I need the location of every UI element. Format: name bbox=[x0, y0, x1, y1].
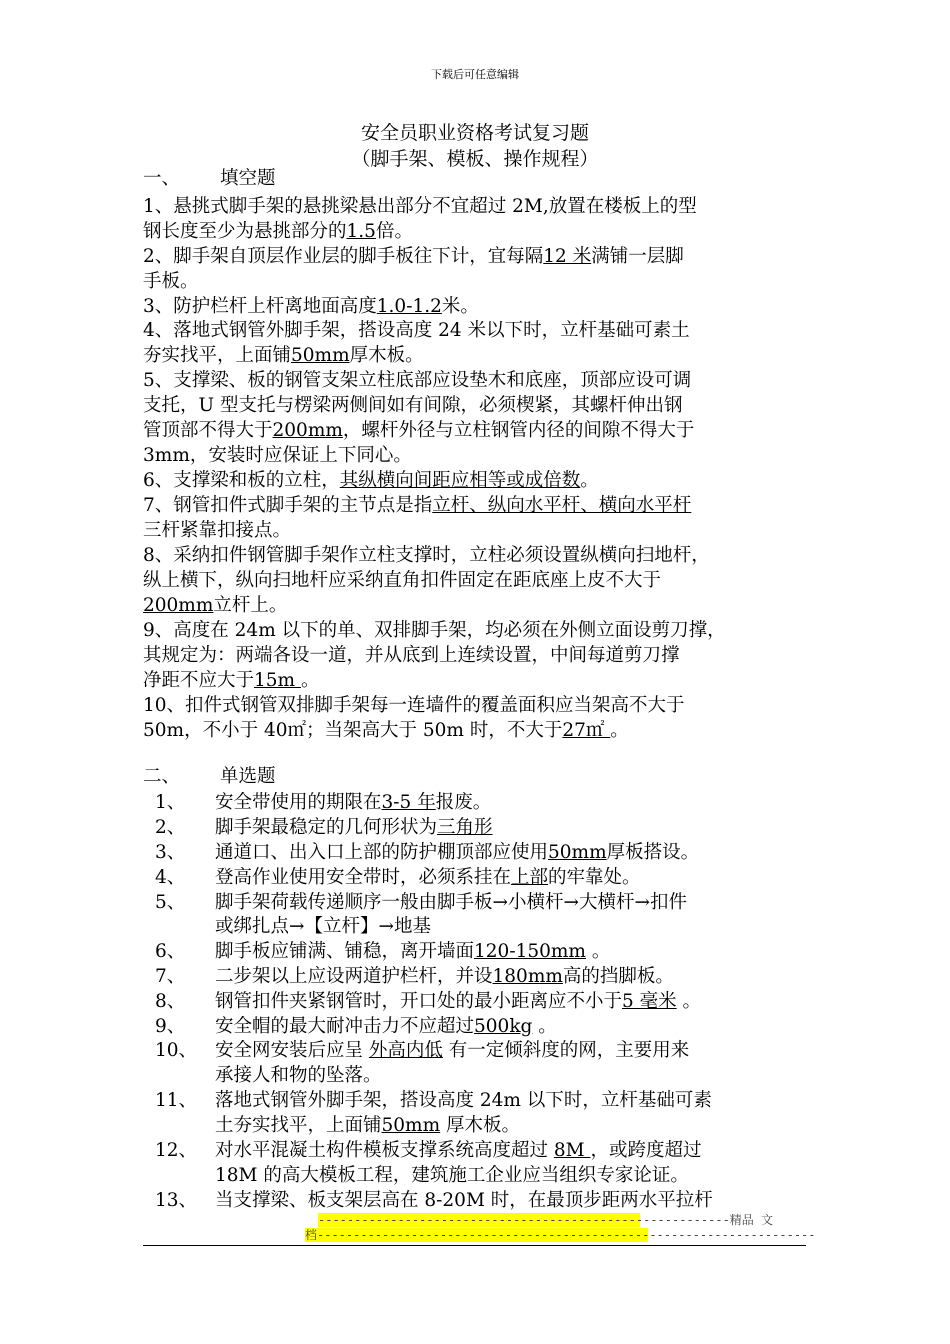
fill-text: 5、支撑梁、板的钢管支架立柱底部应设垫木和底座，顶部应设可调 bbox=[143, 370, 692, 391]
question-line bbox=[215, 1088, 712, 1114]
question-text-after: 高的挡脚板。 bbox=[562, 966, 674, 987]
question-number: 7、 bbox=[155, 966, 186, 987]
fill-text: 其规定为：两端各设一道，并从底到上连续设置，中间每道剪刀撑 bbox=[143, 645, 680, 666]
section-label: 填空题 bbox=[220, 168, 276, 189]
question-text: 二步架以上应设两道护栏杆，并设 bbox=[215, 966, 493, 987]
fill-text: 手板。 bbox=[143, 271, 199, 292]
question-answer: 三角形 bbox=[437, 817, 493, 838]
question-number: 10、 bbox=[155, 1040, 198, 1061]
question-answer: 50mm bbox=[548, 842, 607, 863]
fill-text: 管顶部不得大于 bbox=[143, 420, 273, 441]
fill-line bbox=[143, 518, 291, 544]
footer-dashes-2: 档--------------------------------------------------------------------- bbox=[305, 1228, 816, 1242]
fill-text-after: 。 bbox=[580, 470, 599, 491]
question-answer: 120-150mm bbox=[474, 941, 586, 962]
fill-line bbox=[143, 219, 413, 245]
question-number: 2、 bbox=[155, 817, 186, 838]
fill-line bbox=[143, 668, 320, 694]
section-fill-heading bbox=[143, 166, 276, 192]
question-text: 安全带使用的期限在 bbox=[215, 792, 382, 813]
question-text: 通道口、出入口上部的防护棚顶部应使用 bbox=[215, 842, 549, 863]
fill-answer: 15m bbox=[254, 670, 301, 691]
fill-line bbox=[143, 493, 691, 519]
question-text-after: ，或跨度超过 bbox=[590, 1140, 702, 1161]
fill-text: 10、扣件式钢管双排脚手架每一连墙件的覆盖面积应当架高不大于 bbox=[143, 695, 685, 716]
question-text-after: 。 bbox=[676, 991, 702, 1012]
question-number: 12、 bbox=[155, 1140, 198, 1161]
fill-text-after: 厚木板。 bbox=[349, 345, 424, 366]
question-line bbox=[215, 790, 491, 816]
fill-line bbox=[143, 269, 199, 295]
question-answer: 8M bbox=[553, 1140, 591, 1161]
fill-line bbox=[143, 543, 710, 569]
fill-text: 7、钢管扣件式脚手架的主节点是指 bbox=[143, 495, 433, 516]
fill-answer: 12 米 bbox=[543, 246, 592, 267]
fill-text: 纵上横下，纵向扫地杆应采纳直角扣件固定在距底座上皮不大于 bbox=[143, 570, 662, 591]
question-text: 土夯实找平，上面铺 bbox=[215, 1115, 382, 1136]
question-text-after: 。 bbox=[585, 941, 611, 962]
question-answer: 500kg bbox=[474, 1016, 533, 1037]
question-text: 脚手架最稳定的几何形状为 bbox=[215, 817, 438, 838]
question-text: 安全帽的最大耐冲击力不应超过 bbox=[215, 1016, 475, 1037]
fill-text: 6、支撑梁和板的立柱， bbox=[143, 470, 340, 491]
fill-line bbox=[143, 568, 661, 594]
fill-text-after: 满铺一层脚 bbox=[591, 246, 684, 267]
fill-text: 钢长度至少为悬挑部分的 bbox=[143, 221, 347, 242]
document-subtitle: （脚手架、模板、操作规程） bbox=[351, 148, 599, 170]
question-line bbox=[215, 914, 431, 940]
fill-answer: 立杆、纵向水平杆、横向水平杆 bbox=[432, 495, 692, 516]
question-text-after: 厚板搭设。 bbox=[606, 842, 700, 863]
section-number: 二、 bbox=[143, 766, 181, 787]
question-line bbox=[215, 815, 493, 841]
question-line bbox=[215, 1138, 702, 1164]
question-text: 当支撑梁、板支架层高在 8-20M 时，在最顶步距两水平拉杆 bbox=[215, 1190, 713, 1211]
fill-line bbox=[143, 393, 682, 419]
fill-answer: 1.0-1.2 bbox=[376, 296, 442, 317]
fill-answer: 200mm bbox=[143, 595, 214, 616]
question-number: 9、 bbox=[155, 1016, 186, 1037]
question-text: 钢管扣件夹紧钢管时，开口处的最小距离应不小于 bbox=[215, 991, 623, 1012]
section-single-heading bbox=[143, 764, 276, 790]
fill-line bbox=[143, 618, 726, 644]
question-answer: 50mm bbox=[381, 1115, 441, 1136]
question-number: 5、 bbox=[155, 892, 186, 913]
fill-line bbox=[143, 718, 629, 744]
fill-text-after: 米。 bbox=[441, 296, 479, 317]
question-answer: 180mm bbox=[492, 966, 563, 987]
question-line bbox=[215, 1163, 689, 1189]
question-line bbox=[215, 1038, 689, 1064]
fill-text: 支托，U 型支托与楞梁两侧间如有间隙，必须楔紧，其螺杆伸出钢 bbox=[143, 395, 683, 416]
fill-text-after: 。 bbox=[300, 670, 320, 691]
fill-line bbox=[143, 244, 684, 270]
question-text-after: 报废。 bbox=[435, 792, 492, 813]
footer-dashes-1: ---------------------------------------------------------精品 文 bbox=[318, 1213, 774, 1227]
question-number: 11、 bbox=[155, 1090, 198, 1111]
fill-text: 50m，不小于 40㎡；当架高大于 50m 时，不大于 bbox=[143, 720, 563, 741]
section-label: 单选题 bbox=[220, 766, 276, 787]
fill-text: 3、防护栏杆上杆离地面高度 bbox=[143, 296, 377, 317]
fill-line bbox=[143, 468, 599, 494]
fill-answer: 50mm bbox=[291, 345, 350, 366]
question-line bbox=[215, 1188, 713, 1214]
fill-text: 三杆紧靠扣接点。 bbox=[143, 520, 292, 541]
fill-text: 8、采纳扣件钢管脚手架作立柱支撑时，立柱必须设置纵横向扫地杆， bbox=[143, 545, 710, 566]
section-number: 一、 bbox=[143, 168, 181, 189]
fill-line bbox=[143, 368, 691, 394]
question-line bbox=[215, 840, 699, 866]
question-text: 或绑扎点→【立杆】→地基 bbox=[215, 916, 432, 937]
question-line bbox=[215, 964, 674, 990]
fill-text-after: ，螺杆外径与立柱钢管内径的间隙不得大于 bbox=[342, 420, 695, 441]
question-answer: 外高内低 bbox=[368, 1040, 443, 1061]
question-number: 8、 bbox=[155, 991, 186, 1012]
question-number: 1、 bbox=[155, 792, 186, 813]
question-answer: 上部 bbox=[511, 867, 549, 888]
footer-rule bbox=[143, 1245, 806, 1246]
fill-text-after: 立杆上。 bbox=[213, 595, 288, 616]
fill-line bbox=[143, 343, 424, 369]
fill-text: 3mm，安装时应保证上下同心。 bbox=[143, 445, 412, 466]
fill-line bbox=[143, 318, 690, 344]
question-number: 13、 bbox=[155, 1190, 198, 1211]
question-text: 落地式钢管外脚手架，搭设高度 24m 以下时，立杆基础可素 bbox=[215, 1090, 712, 1111]
question-text: 安全网安装后应呈 bbox=[215, 1040, 369, 1061]
question-text-after: 。 bbox=[532, 1016, 557, 1037]
question-text-after: 的牢靠处。 bbox=[548, 867, 641, 888]
fill-text: 净距不应大于 bbox=[143, 670, 255, 691]
question-text-after: 有一定倾斜度的网，主要用来 bbox=[442, 1040, 690, 1061]
fill-line bbox=[143, 294, 479, 320]
document-title: 安全员职业资格考试复习题 bbox=[360, 122, 589, 144]
fill-text: 1、悬挑式脚手架的悬挑梁悬出部分不宜超过 2M,放置在楼板上的型 bbox=[143, 196, 697, 217]
question-text: 脚手架荷载传递顺序一般由脚手板→小横杆→大横杆→扣件 bbox=[215, 892, 688, 913]
question-line bbox=[215, 989, 701, 1015]
fill-answer: 1.5 bbox=[346, 221, 376, 242]
fill-text: 9、高度在 24m 以下的单、双排脚手架，均必须在外侧立面设剪刀撑， bbox=[143, 620, 726, 641]
fill-line bbox=[143, 593, 287, 619]
header-note: 下载后可任意编辑 bbox=[431, 68, 519, 81]
fill-line bbox=[143, 693, 685, 719]
question-line bbox=[215, 865, 641, 891]
question-text: 18M 的高大模板工程，建筑施工企业应当组织专家论证。 bbox=[215, 1165, 689, 1186]
question-answer: 5 毫米 bbox=[622, 991, 677, 1012]
question-text: 对水平混凝土构件模板支撑系统高度超过 bbox=[215, 1140, 554, 1161]
question-line bbox=[215, 1113, 520, 1139]
question-line bbox=[215, 1014, 557, 1040]
question-line bbox=[215, 1063, 382, 1089]
question-line bbox=[215, 890, 687, 916]
question-text: 登高作业使用安全带时，必须系挂在 bbox=[215, 867, 512, 888]
fill-line bbox=[143, 443, 412, 469]
fill-answer: 其纵横向间距应相等或成倍数 bbox=[339, 470, 581, 491]
question-line bbox=[215, 939, 610, 965]
fill-text: 2、脚手架自顶层作业层的脚手板往下计，宜每隔 bbox=[143, 246, 544, 267]
fill-line bbox=[143, 643, 680, 669]
fill-text: 夯实找平，上面铺 bbox=[143, 345, 292, 366]
fill-text-after: 倍。 bbox=[375, 221, 413, 242]
question-text: 脚手板应铺满、铺稳，离开墙面 bbox=[215, 941, 475, 962]
question-text: 承接人和物的坠落。 bbox=[215, 1065, 382, 1086]
fill-line bbox=[143, 418, 694, 444]
fill-answer: 200mm bbox=[272, 420, 343, 441]
question-number: 4、 bbox=[155, 867, 186, 888]
fill-text: 4、落地式钢管外脚手架，搭设高度 24 米以下时，立杆基础可素土 bbox=[143, 320, 690, 341]
fill-answer: 27㎡ bbox=[562, 720, 611, 741]
fill-line bbox=[143, 194, 697, 220]
question-text-after: 厚木板。 bbox=[440, 1115, 521, 1136]
question-number: 6、 bbox=[155, 941, 186, 962]
question-number: 3、 bbox=[155, 842, 186, 863]
fill-text-after: 。 bbox=[610, 720, 629, 741]
question-answer: 3-5 年 bbox=[381, 792, 436, 813]
